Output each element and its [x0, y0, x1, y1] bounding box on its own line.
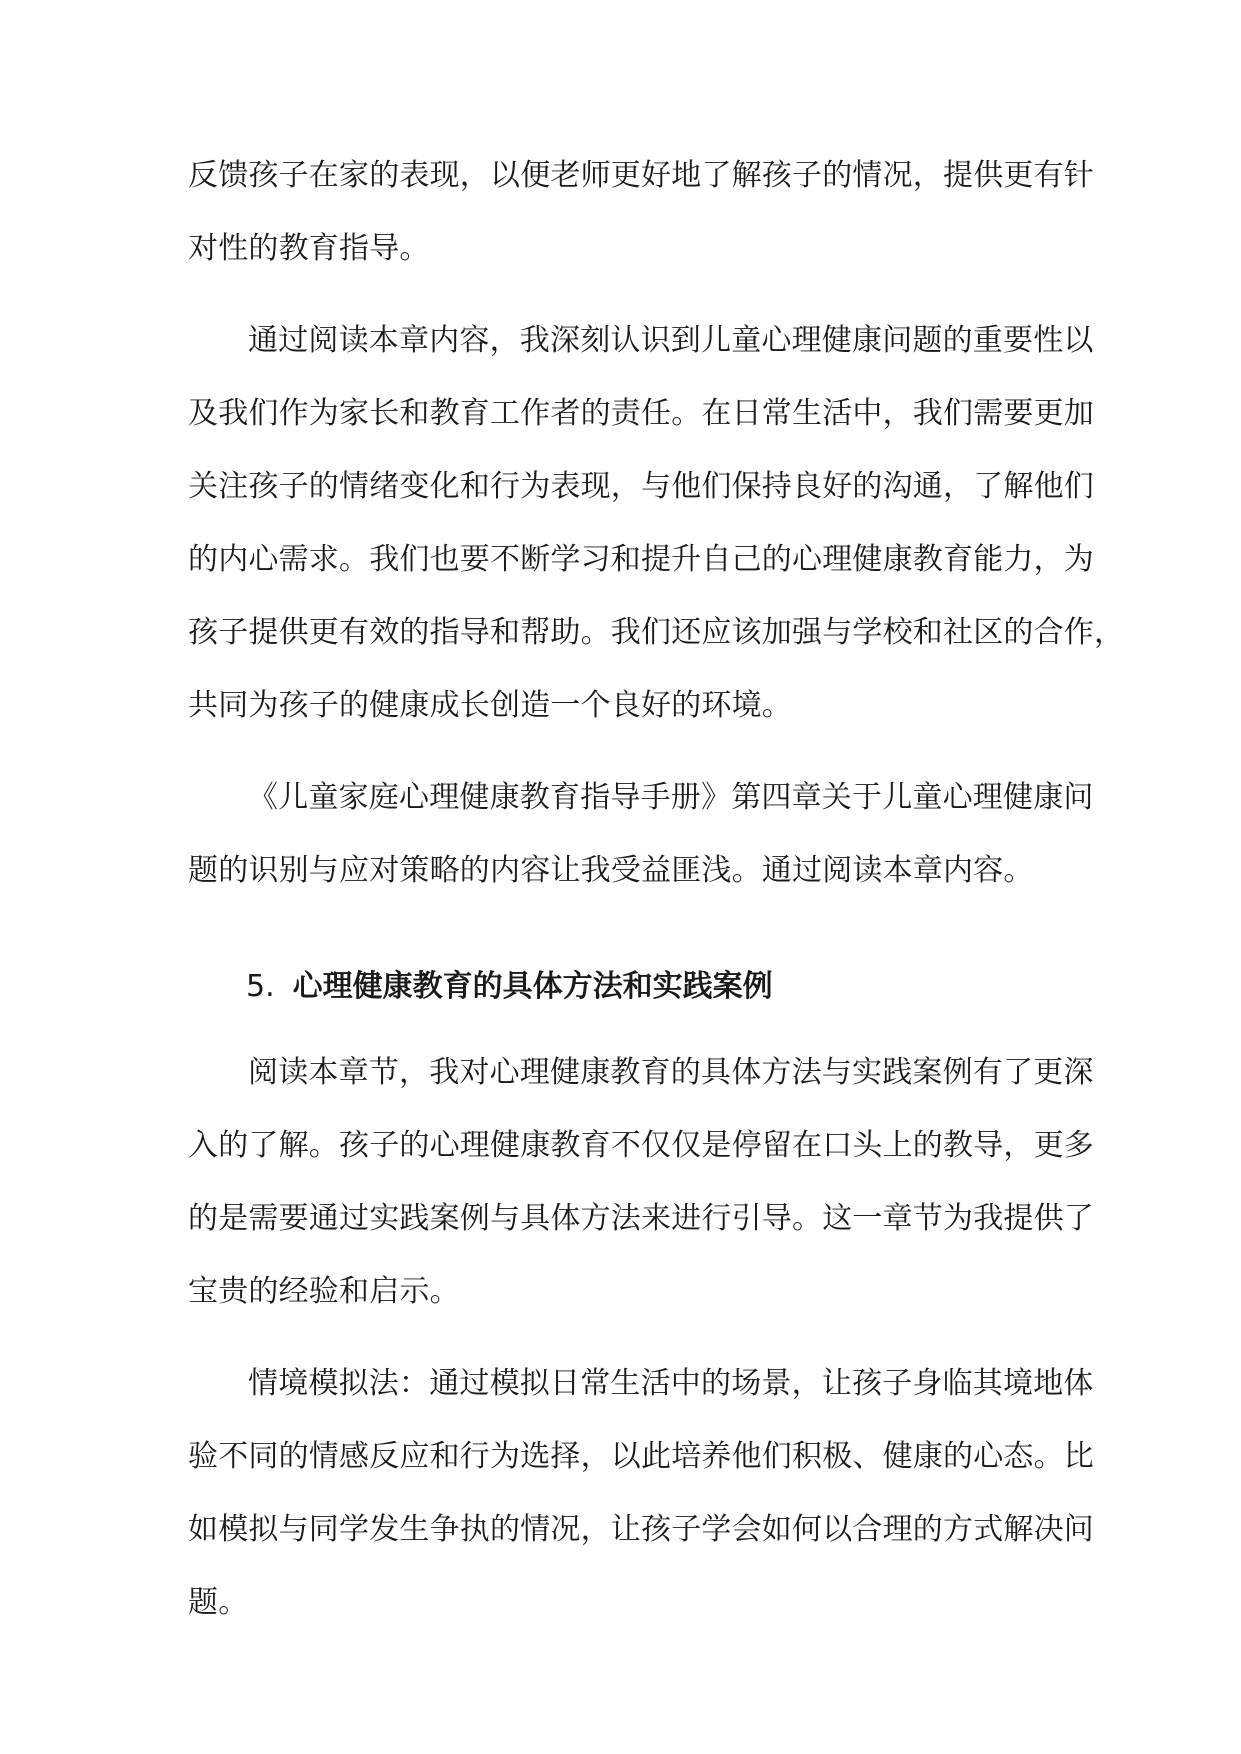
text-line: 入的了解。孩子的心理健康教育不仅仅是停留在口头上的教导，更多: [188, 1128, 1094, 1163]
paragraph: [188, 1347, 1094, 1639]
text-line: 验不同的情感反应和行为选择，以此培养他们积极、健康的心态。比: [188, 1439, 1094, 1474]
text-line: 《儿童家庭心理健康教育指导手册》第四章关于儿童心理健康问: [248, 780, 1094, 815]
text-line: 的内心需求。我们也要不断学习和提升自己的心理健康教育能力，为: [188, 542, 1094, 577]
text-line: 及我们作为家长和教育工作者的责任。在日常生活中，我们需要更加: [188, 396, 1094, 431]
section-heading: [188, 957, 1054, 1017]
text-line: 题。: [188, 1585, 249, 1620]
section-title: 心理健康教育的具体方法和实践案例: [292, 969, 773, 1004]
text-line: 反馈孩子在家的表现，以便老师更好地了解孩子的情况，提供更有针: [188, 158, 1094, 193]
document-body: [188, 139, 1125, 1658]
text-line: 孩子提供更有效的指导和帮助。我们还应该加强与学校和社区的合作，: [188, 615, 1125, 650]
paragraph: [188, 761, 1094, 907]
text-line: 共同为孩子的健康成长创造一个良好的环境。: [188, 688, 792, 723]
text-line: 对性的教育指导。: [188, 231, 430, 266]
text-line: 宝贵的经验和启示。: [188, 1274, 460, 1309]
text-line: 的是需要通过实践案例与具体方法来进行引导。这一章节为我提供了: [188, 1201, 1094, 1236]
paragraph: [188, 1036, 1094, 1328]
section-number: 5.: [246, 969, 275, 1004]
text-line: 关注孩子的情绪变化和行为表现，与他们保持良好的沟通，了解他们: [188, 469, 1094, 504]
text-line: 如模拟与同学发生争执的情况，让孩子学会如何以合理的方式解决问: [188, 1512, 1094, 1547]
text-line: 通过阅读本章内容，我深刻认识到儿童心理健康问题的重要性以: [248, 323, 1094, 358]
paragraph: [188, 304, 1125, 742]
paragraph-continuation: [188, 139, 1094, 285]
text-line: 情境模拟法：通过模拟日常生活中的场景，让孩子身临其境地体: [248, 1366, 1094, 1401]
text-line: 题的识别与应对策略的内容让我受益匪浅。通过阅读本章内容。: [188, 853, 1034, 888]
text-line: 阅读本章节，我对心理健康教育的具体方法与实践案例有了更深: [248, 1055, 1094, 1090]
